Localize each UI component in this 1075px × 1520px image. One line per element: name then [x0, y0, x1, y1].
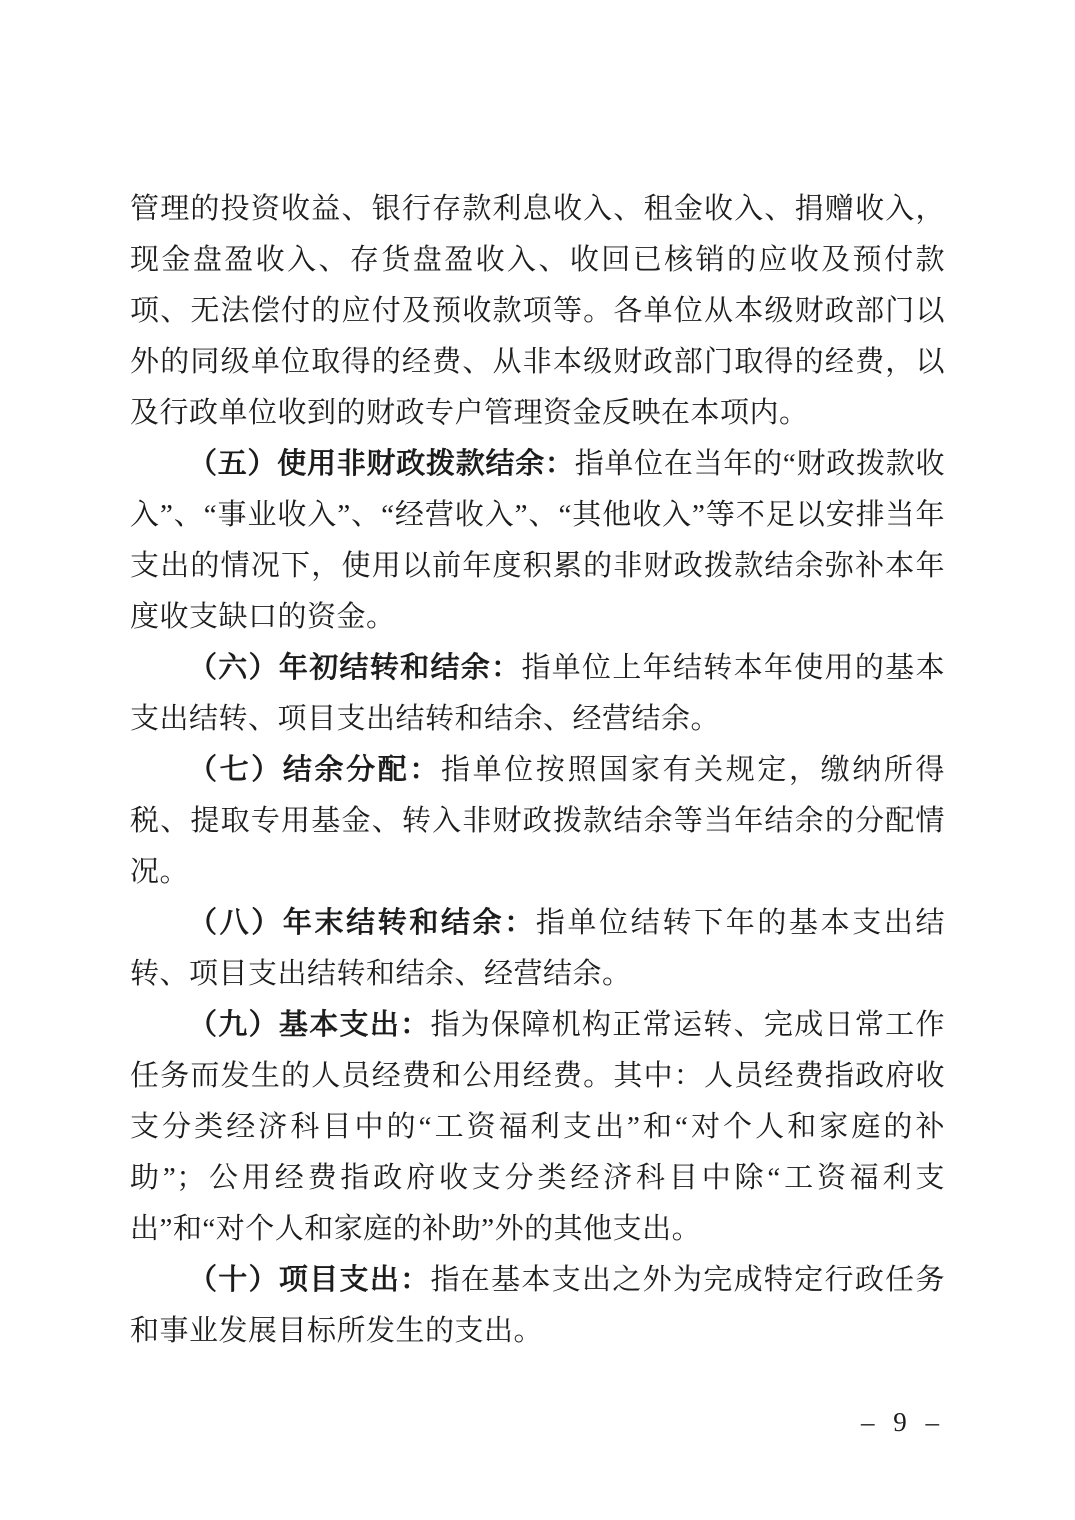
paragraph-item-5	[130, 439, 945, 643]
paragraph-text: 指单位按照国家有关规定，缴纳所得税、提取专用基金、转入非财政拨款结余等当年结余的分配情况。	[130, 754, 945, 888]
paragraph-heading: （八）年末结转和结余：	[188, 907, 536, 939]
paragraph-text: 管理的投资收益、银行存款利息收入、租金收入、捐赠收入，现金盘盈收入、存货盘盈收入、收回已核销的应收及预付款项、无法偿付的应付及预收款项等。各单位从本级财政部门以外的同级单位取得的经费、从非本级财政部门取得的经费，以及行政单位收到的财政专户管理资金反映在本项内。	[130, 193, 945, 429]
paragraph-heading: （九）基本支出：	[188, 1009, 431, 1041]
paragraph-item-7	[130, 745, 945, 898]
document-body	[130, 184, 945, 1357]
paragraph-heading: （五）使用非财政拨款结余：	[188, 448, 575, 480]
paragraph-heading: （七）结余分配：	[188, 754, 442, 786]
paragraph-text: 指单位在当年的“财政拨款收入”、“事业收入”、“经营收入”、“其他收入”等不足以安排当年支出的情况下，使用以前年度积累的非财政拨款结余弥补本年度收支缺口的资金。	[130, 448, 945, 633]
paragraph-heading: （六）年初结转和结余：	[188, 652, 522, 684]
page-number: – 9 –	[861, 1407, 945, 1437]
paragraph-item-9	[130, 1000, 945, 1255]
paragraph-heading: （十）项目支出：	[188, 1264, 431, 1296]
paragraph-text: 指为保障机构正常运转、完成日常工作任务而发生的人员经费和公用经费。其中：人员经费指政府收支分类经济科目中的“工资福利支出”和“对个人和家庭的补助”；公用经费指政府收支分类经济科目中除“工资福利支出”和“对个人和家庭的补助”外的其他支出。	[130, 1009, 945, 1245]
page-footer	[130, 1402, 945, 1442]
paragraph-item-6	[130, 643, 945, 745]
paragraph-continuation	[130, 184, 945, 439]
paragraph-item-10	[130, 1255, 945, 1357]
paragraph-item-8	[130, 898, 945, 1000]
paragraph-text: 指单位结转下年的基本支出结转、项目支出结转和结余、经营结余。	[130, 907, 945, 990]
paragraph-text: 指在基本支出之外为完成特定行政任务和事业发展目标所发生的支出。	[130, 1264, 945, 1347]
paragraph-text: 指单位上年结转本年使用的基本支出结转、项目支出结转和结余、经营结余。	[130, 652, 945, 735]
